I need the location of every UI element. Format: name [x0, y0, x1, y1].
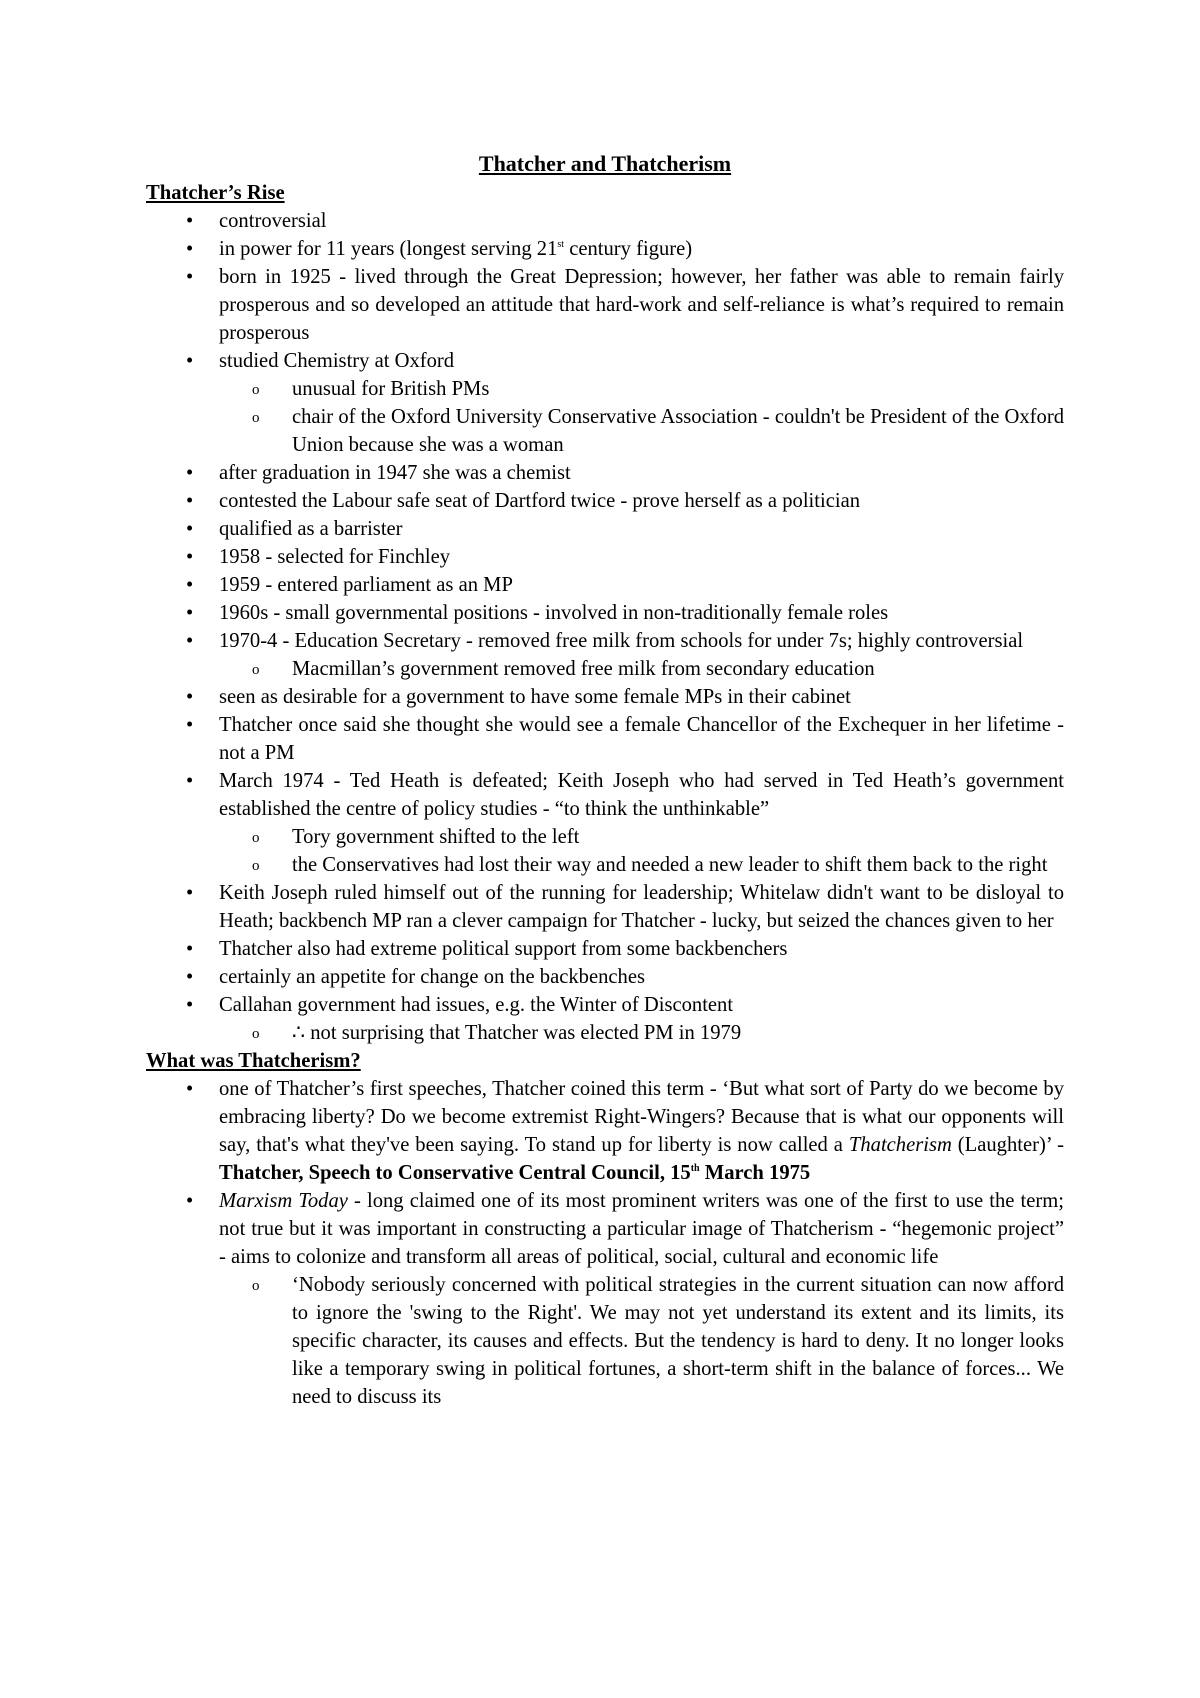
sub-list-item: o the Conservatives had lost their way and needed a new leader to shift them back to the right — [219, 851, 1064, 879]
section-heading-thatchers-rise: Thatcher’s Rise — [146, 182, 285, 204]
superscript: st — [557, 239, 565, 251]
list-item: • 1959 - entered parliament as an MP — [146, 571, 1064, 599]
list-item-text: one of Thatcher’s first speeches, Thatcher coined this term - ‘But what sort of Party do we become by embracing liberty? Do we become extremist Right-Wingers? Because that is what our opponents will say, that's what they've been saying. To stand up for liberty is now called a — [219, 1078, 1064, 1156]
sub-list-item: o unusual for British PMs — [219, 375, 1064, 403]
list-item-text: in power for 11 years (longest serving 21 — [219, 238, 558, 260]
list-item: • 1960s - small governmental positions - involved in non-traditionally female roles — [146, 599, 1064, 627]
list-item: • certainly an appetite for change on the backbenches — [146, 963, 1064, 991]
list-item: • contested the Labour safe seat of Dartford twice - prove herself as a politician — [146, 487, 1064, 515]
list-item: • Thatcher once said she thought she would see a female Chancellor of the Exchequer in her lifetime - not a PM — [146, 711, 1064, 767]
list-item — [146, 347, 1064, 459]
section-heading-what-was-thatcherism: What was Thatcherism? — [146, 1050, 361, 1072]
citation-text: March 1975 — [699, 1162, 811, 1184]
list-item — [146, 991, 1064, 1047]
sub-list — [219, 655, 1064, 683]
sub-list-item: o ‘Nobody seriously concerned with political strategies in the current situation can now afford to ignore the 'swing to the Right'. We may not yet understand its extent and its limits, its specific character, its causes and effects. But the tendency is hard to deny. It no longer looks like a temporary swing in political fortunes, a short-term shift in the balance of forces... We need to discuss its — [219, 1271, 1064, 1411]
list-item — [146, 1075, 1064, 1187]
list-item: • born in 1925 - lived through the Great Depression; however, her father was able to remain fairly prosperous and so developed an attitude that hard-work and self-reliance is what’s required to remain prosperous — [146, 263, 1064, 347]
sub-list — [219, 1271, 1064, 1411]
list-item-text: studied Chemistry at Oxford — [219, 350, 455, 372]
list-item-text: - long claimed one of its most prominent writers was one of the first to use the term; not true but it was important in constructing a particular image of Thatcherism - “hegemonic project” - aims to colonize and transform all areas of political, social, cultural and economic life — [219, 1190, 1064, 1268]
sub-list — [219, 1019, 1064, 1047]
list-item-text: March 1974 - Ted Heath is defeated; Keith Joseph who had served in Ted Heath’s government established the centre of policy studies - “to think the unthinkable” — [219, 770, 1064, 820]
list-item: • seen as desirable for a government to have some female MPs in their cabinet — [146, 683, 1064, 711]
sub-list-item: o Macmillan’s government removed free milk from secondary education — [219, 655, 1064, 683]
list-item: • after graduation in 1947 she was a chemist — [146, 459, 1064, 487]
list-item — [146, 235, 1064, 263]
list-item: • 1958 - selected for Finchley — [146, 543, 1064, 571]
sub-list-item: o chair of the Oxford University Conservative Association - couldn't be President of the Oxford Union because she was a woman — [219, 403, 1064, 459]
list-item: • Thatcher also had extreme political support from some backbenchers — [146, 935, 1064, 963]
emphasis-text: Thatcherism — [848, 1134, 952, 1156]
list-item-text: 1970-4 - Education Secretary - removed free milk from schools for under 7s; highly controversial — [219, 630, 1024, 652]
list-item-text: century figure) — [564, 238, 693, 260]
list-item — [146, 627, 1064, 683]
citation-text: Thatcher, Speech to Conservative Central Council, 15 — [219, 1162, 691, 1184]
document-title: Thatcher and Thatcherism — [478, 151, 732, 176]
sub-list — [219, 375, 1064, 459]
list-item — [146, 1187, 1064, 1411]
list-item-text: Callahan government had issues, e.g. the Winter of Discontent — [219, 994, 734, 1016]
list-item — [146, 767, 1064, 879]
list-item: • Keith Joseph ruled himself out of the running for leadership; Whitelaw didn't want to be disloyal to Heath; backbench MP ran a clever campaign for Thatcher - lucky, but seized the chances given to her — [146, 879, 1064, 935]
bullet-list-what-was-thatcherism — [146, 1075, 1064, 1411]
sub-list-item: o ∴ not surprising that Thatcher was elected PM in 1979 — [219, 1019, 1064, 1047]
list-item-text: (Laughter)’ - — [951, 1134, 1064, 1156]
bullet-list-thatchers-rise — [146, 207, 1064, 1047]
emphasis-text: Marxism Today — [219, 1190, 348, 1212]
sub-list — [219, 823, 1064, 879]
list-item: • controversial — [146, 207, 1064, 235]
list-item: • qualified as a barrister — [146, 515, 1064, 543]
sub-list-item: o Tory government shifted to the left — [219, 823, 1064, 851]
superscript: th — [690, 1163, 700, 1175]
